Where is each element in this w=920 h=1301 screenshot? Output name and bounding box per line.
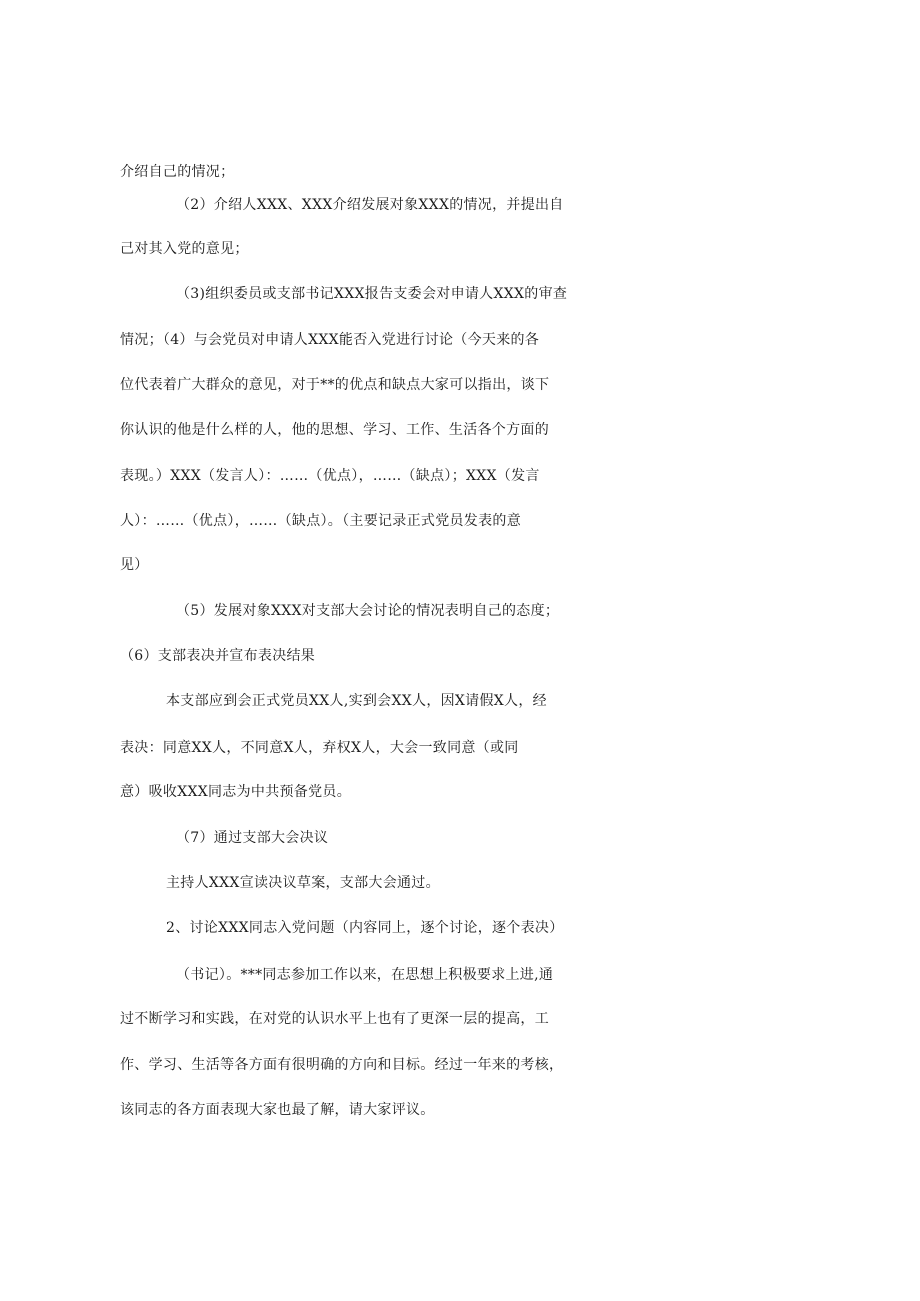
text-line: 过不断学习和实践，在对党的认识水平上也有了更深一层的提高，工: [120, 1011, 549, 1027]
text-line: 该同志的各方面表现大家也最了解，请大家评议。: [120, 1102, 435, 1118]
text-line: 2、讨论XXX同志入党问题（内容同上，逐个讨论，逐个表决）: [166, 920, 564, 936]
text-line: 意）吸收XXX同志为中共预备党员。: [120, 784, 351, 800]
text-line: 表决：同意XX人，不同意X人，弃权X人，大会一致同意（或同: [120, 740, 519, 756]
text-line: 主持人XXX宣读决议草案，支部大会通过。: [166, 875, 440, 891]
text-line: 人）：……（优点），……（缺点）。（主要记录正式党员发表的意: [120, 513, 521, 529]
text-line: （2）介绍人XXX、XXX介绍发展对象XXX的情况，并提出自: [176, 197, 564, 213]
text-line: （书记）。***同志参加工作以来，在思想上积极要求上进,通: [176, 967, 554, 983]
text-line: 情况；（4）与会党员对申请人XXX能否入党进行讨论（今天来的各: [120, 332, 540, 348]
text-line: （7）通过支部大会决议: [176, 830, 329, 846]
text-line: 你认识的他是什么样的人，他的思想、学习、工作、生活各个方面的: [120, 422, 549, 438]
text-line: 己对其入党的意见；: [120, 241, 249, 257]
text-line: （5）发展对象XXX对支部大会讨论的情况表明自己的态度；: [176, 603, 560, 619]
text-line: （6）支部表决并宣布表决结果: [120, 648, 316, 664]
text-line: 位代表着广大群众的意见，对于**的优点和缺点大家可以指出，谈下: [120, 377, 550, 393]
text-line: 见）: [120, 557, 149, 573]
text-line: 本支部应到会正式党员XX人,实到会XX人，因X请假X人，经: [166, 693, 547, 709]
text-line: 作、学习、生活等各方面有很明确的方向和目标。经过一年来的考核，: [120, 1057, 564, 1073]
text-line: 表现。）XXX（发言人）：……（优点），……（缺点）；XXX（发言: [120, 468, 540, 484]
text-line: （3)组织委员或支部书记XXX报告支委会对申请人XXX的审查: [176, 286, 568, 302]
text-line: 介绍自己的情况；: [120, 164, 235, 180]
